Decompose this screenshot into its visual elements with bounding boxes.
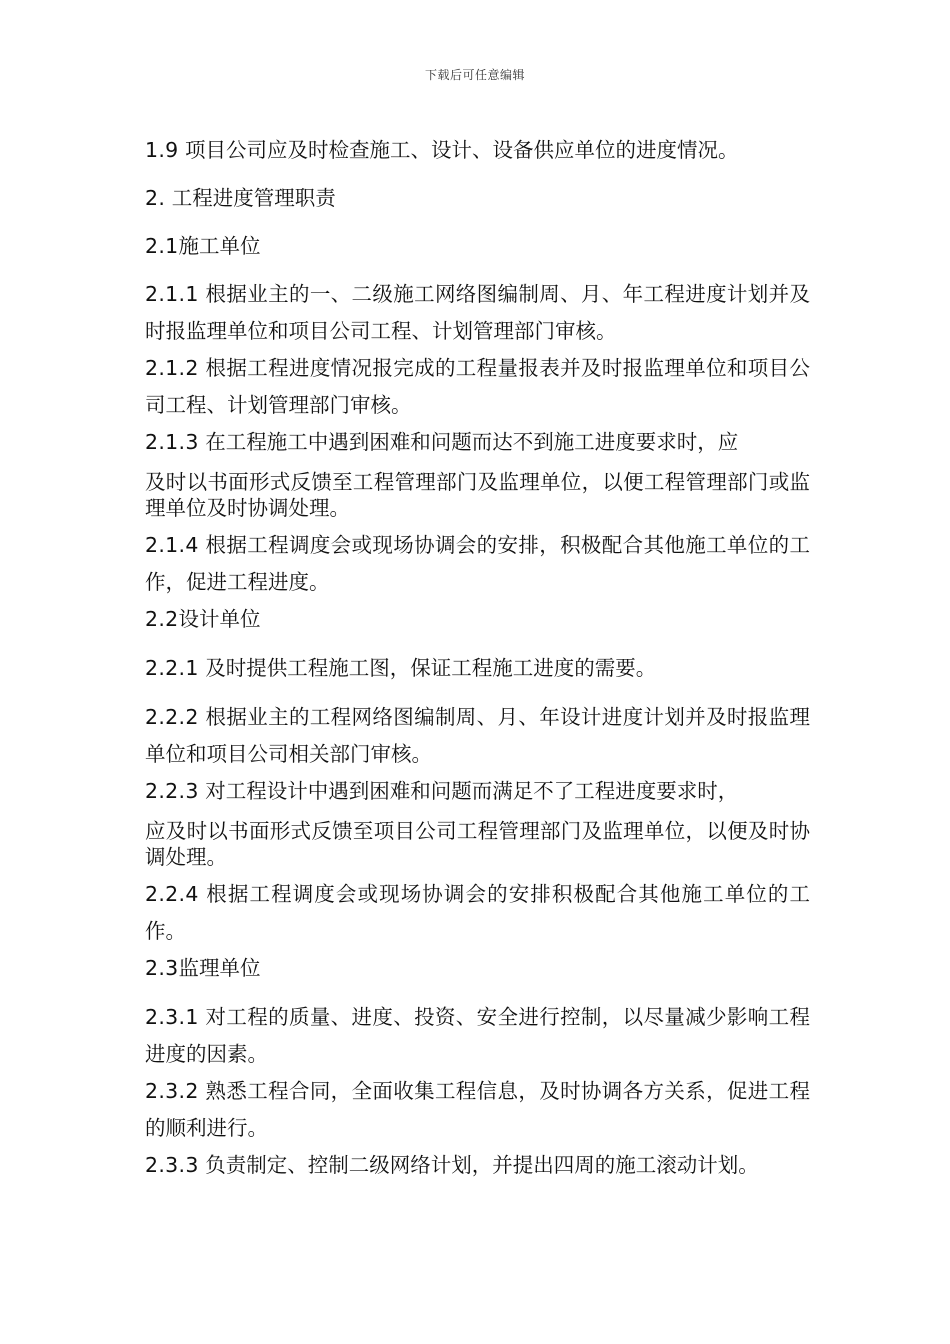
section-number: 2. [145,186,166,210]
section-number: 2.2 [145,607,179,631]
paragraph-text: 在工程施工中遇到困难和问题而达不到施工进度要求时，应 [205,430,739,454]
paragraph-line [145,773,810,810]
heading-2-3 [145,950,810,987]
paragraph-text: 对工程的质量、进度、投资、安全进行控制，以尽量减少影响工程进度的因素。 [145,1005,810,1066]
heading-text: 设计单位 [178,607,261,631]
section-number: 1.9 [145,138,179,162]
section-number: 2.3.3 [145,1153,199,1177]
paragraph-1-9 [145,132,810,169]
paragraph-line [145,424,810,461]
section-number: 2.1.1 [145,282,199,306]
paragraph-text: 负责制定、控制二级网络计划，并提出四周的施工滚动计划。 [205,1153,759,1177]
paragraph-2-3-1 [145,999,810,1073]
document-body [145,132,810,1184]
paragraph-2-1-2 [145,350,810,424]
section-number: 2.3.1 [145,1005,199,1029]
section-number: 2.3.2 [145,1079,199,1103]
heading-text: 工程进度管理职责 [171,186,336,210]
section-number: 2.1.3 [145,430,199,454]
heading-text: 施工单位 [178,234,261,258]
paragraph-text: 熟悉工程合同，全面收集工程信息，及时协调各方关系，促进工程的顺利进行。 [145,1079,810,1140]
paragraph-2-1-1 [145,276,810,350]
paragraph-text: 根据工程进度情况报完成的工程量报表并及时报监理单位和项目公司工程、计划管理部门审核。 [145,356,810,417]
paragraph-2-3-3 [145,1147,810,1184]
paragraph-2-1-4 [145,527,810,601]
paragraph-text: 根据工程调度会或现场协调会的安排，积极配合其他施工单位的工作，促进工程进度。 [145,533,810,594]
section-number: 2.2.4 [145,882,199,906]
paragraph-continuation: 及时以书面形式反馈至工程管理部门及监理单位，以便工程管理部门或监理单位及时协调处理。 [145,470,810,520]
paragraph-2-3-2 [145,1073,810,1147]
section-number: 2.1.4 [145,533,199,557]
heading-2-1 [145,228,810,265]
paragraph-2-1-3 [145,424,810,521]
heading-2 [145,180,810,217]
paragraph-2-2-2 [145,699,810,773]
section-number: 2.1.2 [145,356,199,380]
section-number: 2.2.2 [145,705,199,729]
paragraph-continuation: 应及时以书面形式反馈至项目公司工程管理部门及监理单位，以便及时协调处理。 [145,819,810,869]
paragraph-text: 项目公司应及时检查施工、设计、设备供应单位的进度情况。 [185,138,739,162]
paragraph-text: 及时提供工程施工图，保证工程施工进度的需要。 [205,656,657,680]
heading-text: 监理单位 [178,956,261,980]
paragraph-2-2-4 [145,876,810,950]
section-number: 2.3 [145,956,179,980]
section-number: 2.1 [145,234,179,258]
page-header: 下载后可任意编辑 [424,68,525,82]
paragraph-text: 根据业主的一、二级施工网络图编制周、月、年工程进度计划并及时报监理单位和项目公司工程、计划管理部门审核。 [145,282,810,343]
paragraph-2-2-3 [145,773,810,870]
heading-2-2 [145,601,810,638]
section-number: 2.2.1 [145,656,199,680]
paragraph-text: 根据业主的工程网络图编制周、月、年设计进度计划并及时报监理单位和项目公司相关部门审核。 [145,705,810,766]
paragraph-text: 根据工程调度会或现场协调会的安排积极配合其他施工单位的工作。 [145,882,810,943]
section-number: 2.2.3 [145,779,199,803]
paragraph-text: 对工程设计中遇到困难和问题而满足不了工程进度要求时， [205,779,739,803]
paragraph-2-2-1 [145,650,810,687]
